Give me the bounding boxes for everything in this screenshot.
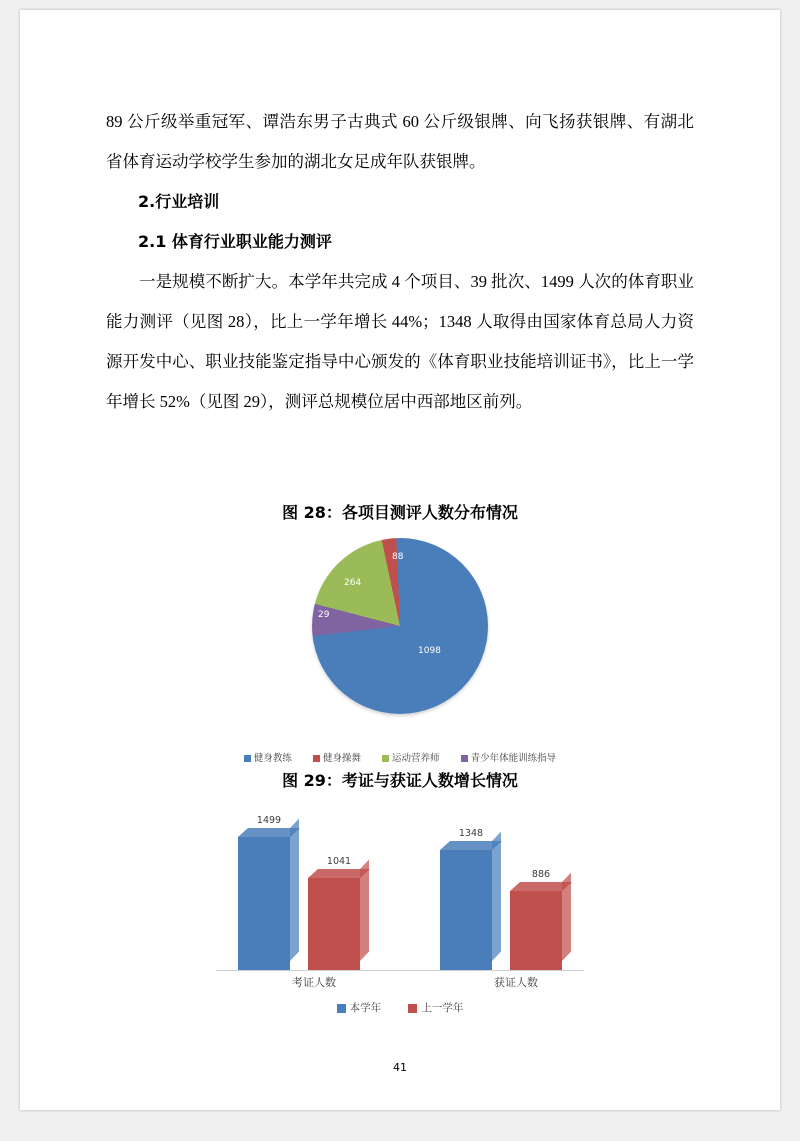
legend-swatch-icon: [382, 755, 389, 762]
pie-legend: [106, 750, 694, 764]
legend-item-0: [244, 750, 292, 764]
page-number: 41: [393, 1061, 407, 1074]
bar-category-label-0: 考证人数: [292, 976, 336, 989]
legend-swatch-icon: [408, 1004, 417, 1013]
pie-chart: [106, 538, 694, 718]
bar-group-huozheng: [436, 810, 596, 970]
bar-value-1041: 1041: [326, 856, 352, 867]
bar-category-label-1: 获证人数: [494, 976, 538, 989]
figure-29-title: 图 29：考证与获证人数增长情况: [282, 771, 518, 790]
bar-side-face: [360, 860, 369, 961]
bar-legend: [106, 1000, 694, 1015]
bar-group-kaozheng: [234, 810, 394, 970]
legend-swatch-icon: [244, 755, 251, 762]
pie-label-yundongyingyangshi: 264: [344, 578, 362, 588]
legend-label-3: 青少年体能训练指导: [470, 753, 557, 764]
legend-item-2: [382, 750, 440, 764]
legend-label-0: 健身教练: [253, 753, 292, 764]
legend-item-benxuenian: [337, 1000, 382, 1015]
bar-side-face: [562, 873, 571, 961]
heading-assessment: 2.1 体育行业职业能力测评: [138, 232, 332, 251]
bar-front-face: [510, 891, 562, 970]
bar-side-face: [290, 819, 299, 961]
legend-item-3: [461, 750, 557, 764]
bar-value-1348: 1348: [458, 828, 484, 839]
bar-front-face: [238, 837, 290, 970]
bar-side-face: [492, 832, 501, 961]
pie-graphic: [312, 538, 488, 714]
legend-swatch-icon: [337, 1004, 346, 1013]
bar-shangyixuenian-huozheng: [510, 869, 562, 970]
figure-29: [106, 768, 694, 1028]
bar-value-886: 886: [531, 869, 551, 880]
document-page: [20, 10, 780, 1110]
bar-chart: [106, 810, 694, 970]
legend-label-2: 运动营养师: [392, 753, 440, 764]
pie-label-qingshaonian: 88: [392, 552, 404, 562]
bar-benxuenian-huozheng: [440, 828, 492, 970]
bar-shangyixuenian-kaozheng: [308, 856, 360, 970]
bar-front-face: [440, 850, 492, 970]
legend-item-1: [313, 750, 361, 764]
legend-swatch-icon: [461, 755, 468, 762]
bar-baseline: [216, 970, 584, 971]
figure-28-title: 图 28：各项目测评人数分布情况: [282, 503, 518, 522]
heading-industry-training: 2.行业培训: [138, 192, 220, 211]
pie-label-jianshencaowu: 29: [318, 610, 330, 620]
legend-label-1: 健身操舞: [322, 753, 361, 764]
bar-value-1499: 1499: [256, 815, 282, 826]
page-body: [106, 102, 694, 422]
legend-item-shangyixuenian: [408, 1000, 463, 1015]
bar-front-face: [308, 878, 360, 970]
legend-label-shangyixuenian: 上一学年: [421, 1002, 464, 1014]
paragraph-1: 89 公斤级举重冠军、谭浩东男子古典式 60 公斤级银牌、向飞扬获银牌、有湖北省体育运动学校学生参加的湖北女足成年队获银牌。: [106, 112, 694, 171]
figure-28: [106, 490, 694, 770]
legend-label-benxuenian: 本学年: [349, 1002, 382, 1014]
pie-label-jianshenjiaolian: 1098: [418, 646, 441, 656]
paragraph-2: 一是规模不断扩大。本学年共完成 4 个项目、39 批次、1499 人次的体育职业能力测评（见图 28），比上一学年增长 44%；1348 人取得由国家体育总局人力资源开发中心、职业技能鉴定指导中心颁发的《体育职业技能培训证书》，比上一学年增长 52%（见图 29），测评总规模位居中西部地区前列。: [106, 272, 694, 411]
legend-swatch-icon: [313, 755, 320, 762]
bar-benxuenian-kaozheng: [238, 815, 290, 970]
